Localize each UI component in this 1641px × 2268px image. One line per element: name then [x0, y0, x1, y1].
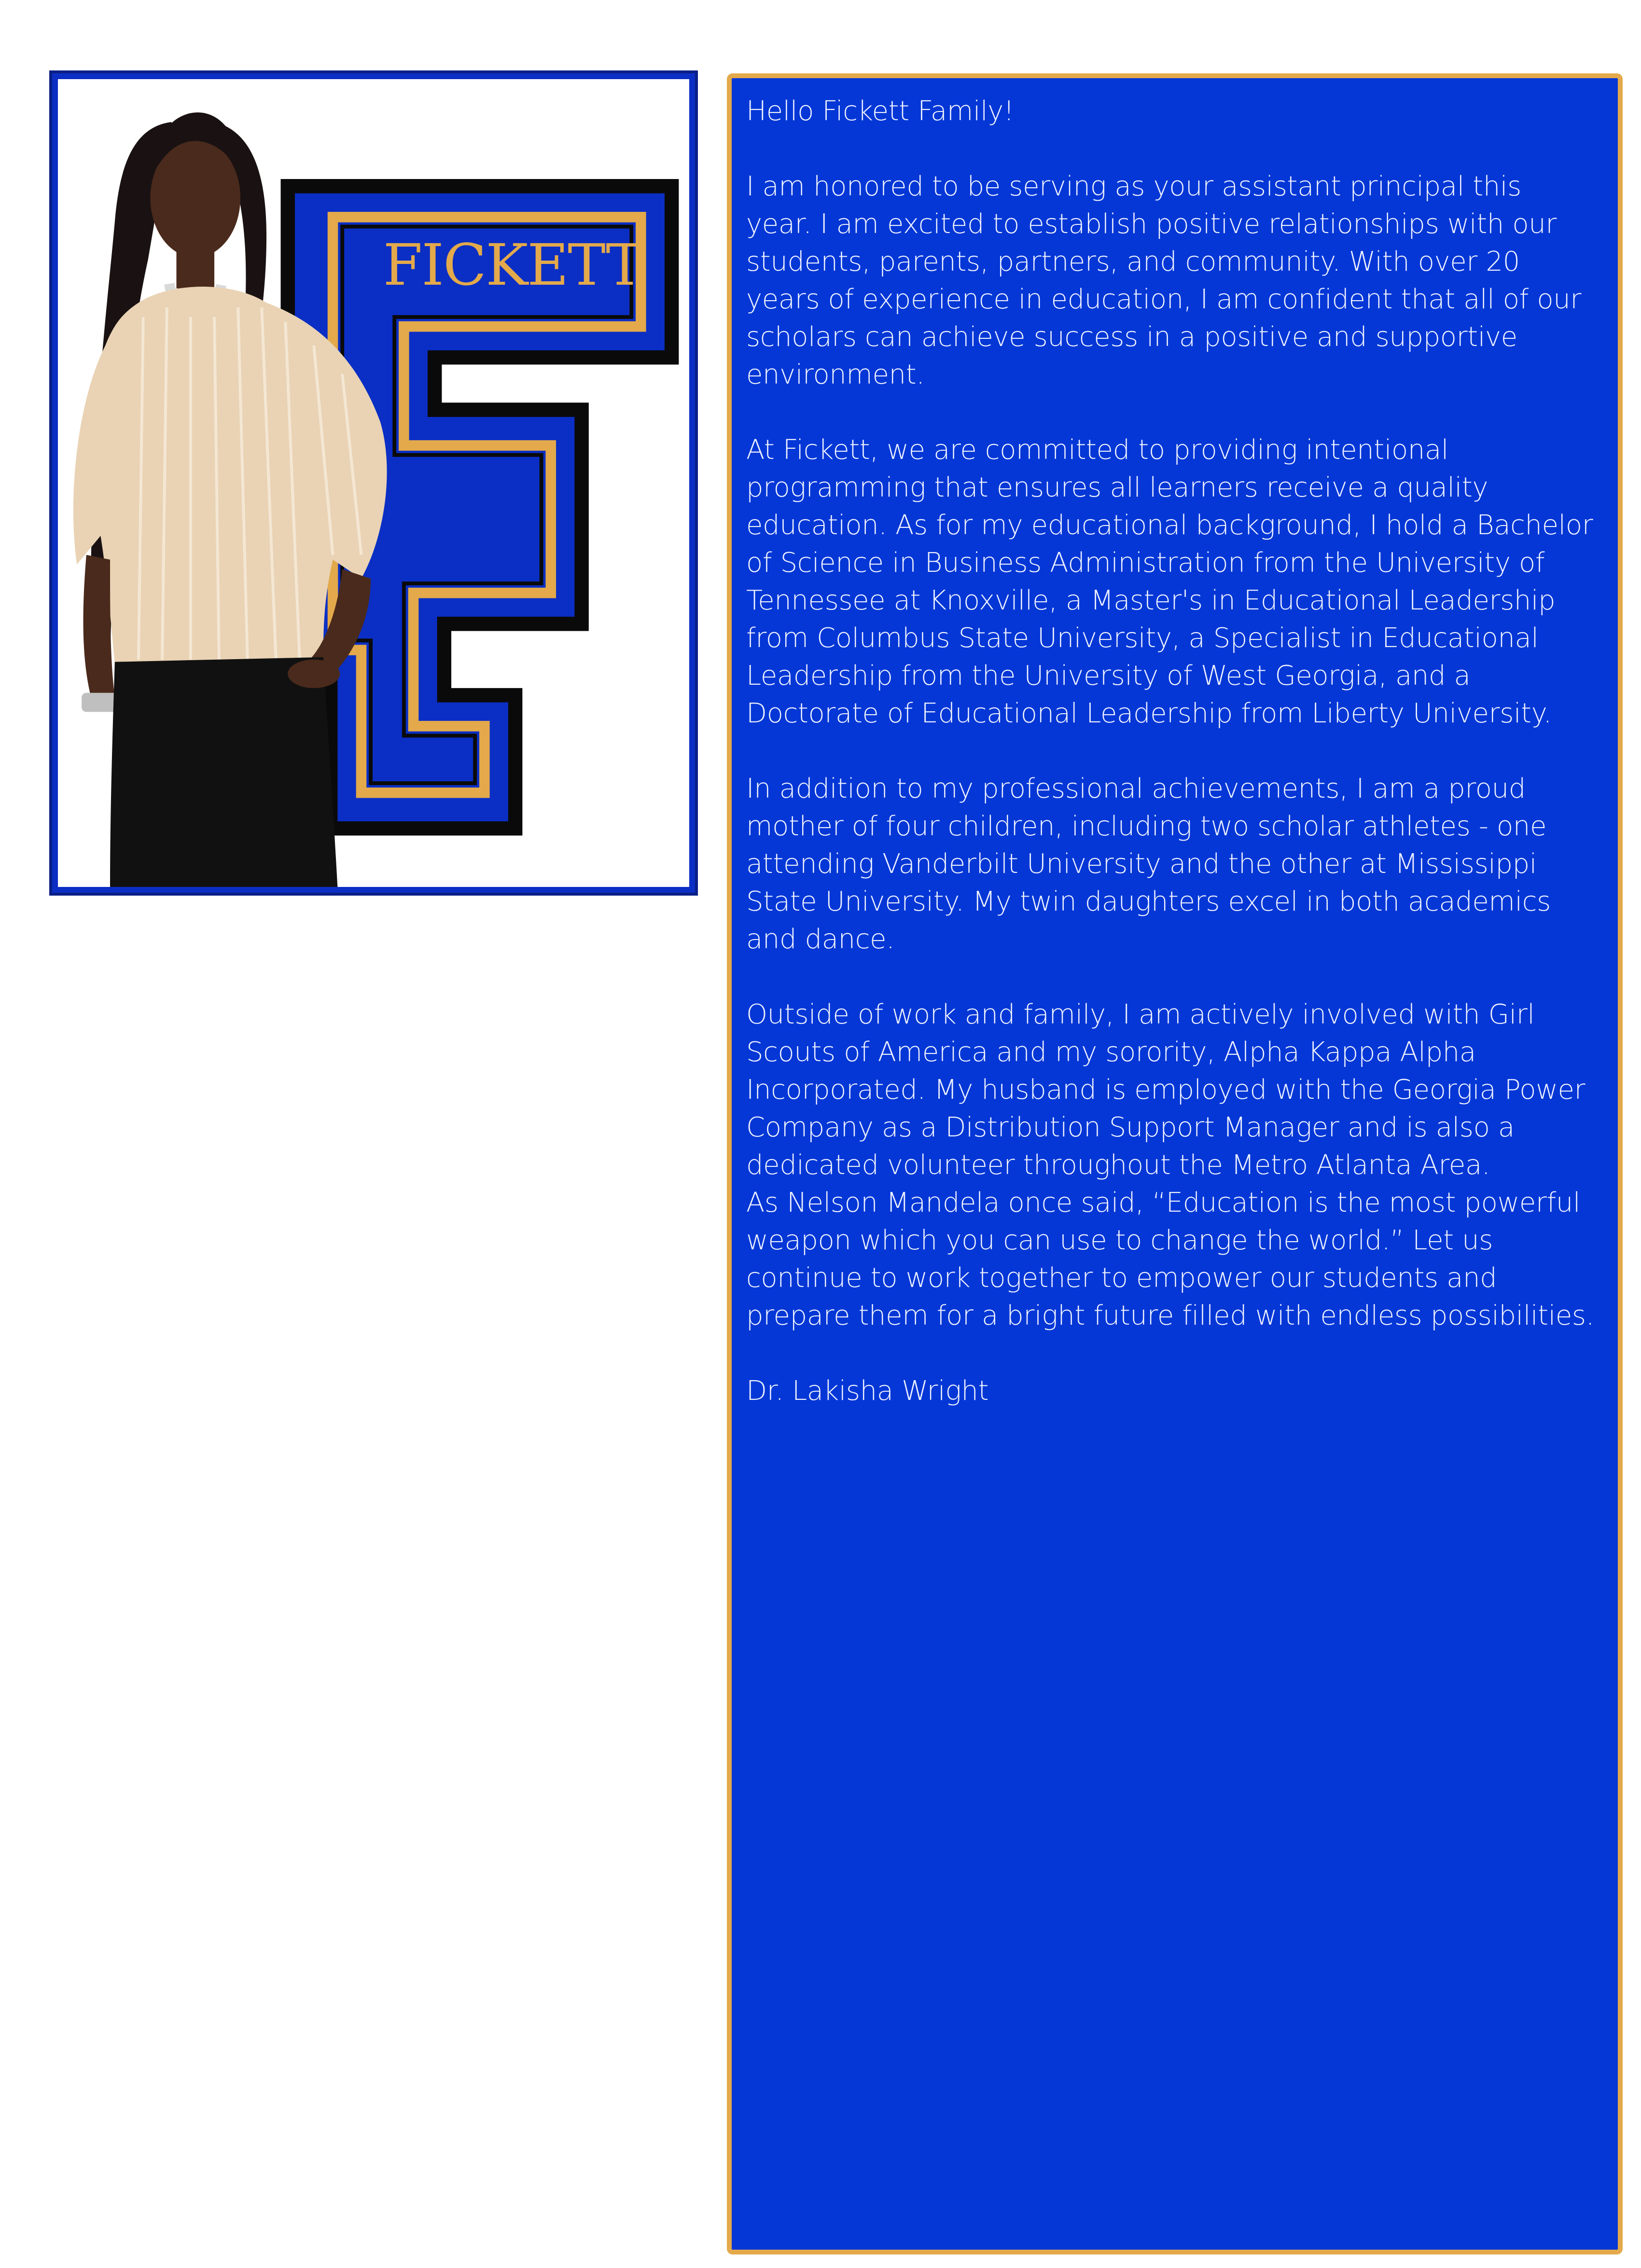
portrait-photo — [52, 73, 695, 893]
letter-quote-paragraph: As Nelson Mandela once said, “Education is the most powerful weapon which you can use to change the world.” Let us continue to work together to empower our students and prepare them for a bright future filled with endless possibilities. — [746, 1187, 1595, 1331]
letter-paragraph: In addition to my professional achievements, I am a proud mother of four children, including two scholar athletes - one attending Vanderbilt University and the other at Mississippi State University. My twin daughters excel in both academics and dance. — [746, 773, 1551, 955]
fickett-f-logo — [58, 79, 689, 887]
letter-greeting: Hello Fickett Family! — [746, 96, 1015, 127]
letter-signature: Dr. Lakisha Wright — [746, 1375, 989, 1407]
letter-paragraph: I am honored to be serving as your assistant principal this year. I am excited to establish positive relationships with our students, parents, partners, and community. With over 20 years of experience in education, I am confident that all of our scholars can achieve success in a positive and supportive environment. — [746, 171, 1581, 390]
letter-paragraph: Outside of work and family, I am actively involved with Girl Scouts of America and my sorority, Alpha Kappa Alpha Incorporated. My husband is employed with the Georgia Power Company as a Distribution Support Manager and is also a dedicated volunteer throughout the Metro Atlanta Area. — [746, 999, 1585, 1181]
welcome-letter — [727, 73, 1623, 2254]
fickett-logo-text: FICKETT — [383, 231, 643, 298]
letter-paragraph: At Fickett, we are committed to providing intentional programming that ensures all learners receive a quality education. As for my educational background, I hold a Bachelor of Science in Business Administration from the University of Tennessee at Knoxville, a Master's in Educational Leadership from Columbus State University, a Specialist in Educational Leadership from the University of West Georgia, and a Doctorate of Educational Leadership from Liberty University. — [746, 434, 1593, 729]
